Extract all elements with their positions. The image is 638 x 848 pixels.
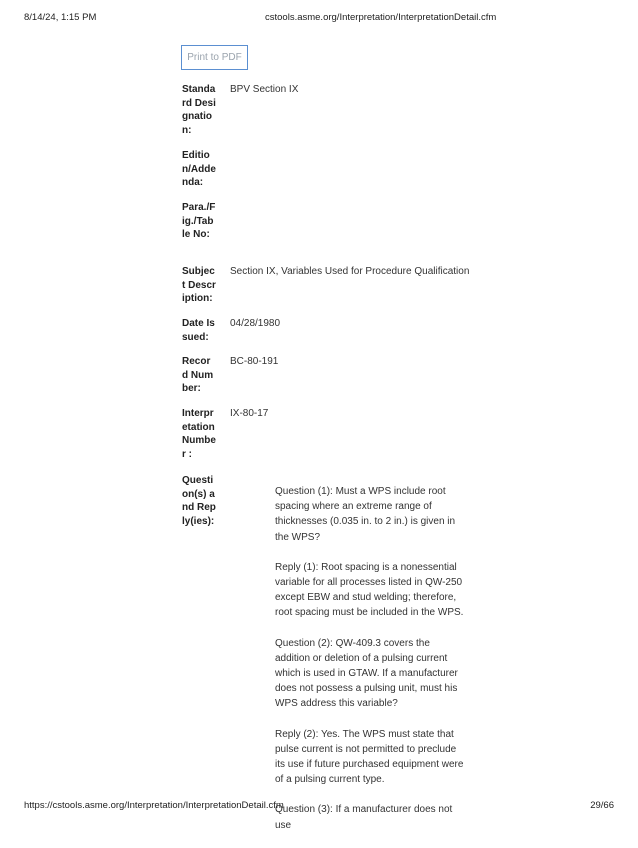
questions-replies-label: Question(s) and Reply(ies): [182, 475, 216, 527]
record-number-value: BC-80-191 [230, 356, 279, 367]
date-issued-label: Date Issued: [182, 318, 215, 343]
questions-replies-body [275, 484, 465, 848]
standard-designation-label: Standard Designation: [182, 84, 216, 136]
print-to-pdf-button[interactable]: Print to PDF [181, 45, 248, 70]
page-number: 29/66 [590, 800, 614, 811]
reply-1: Reply (1): Root spacing is a nonessential variable for all processes listed in QW-250 except EBW and stud welding; therefore, root spacing must be included in the WPS. [275, 561, 464, 619]
interpretation-number-value: IX-80-17 [230, 408, 269, 419]
question-1: Question (1): Must a WPS include root spacing where an extreme range of thicknesses (0.035 in. to 2 in.) is given in the WPS? [275, 486, 456, 543]
print-url: cstools.asme.org/Interpretation/InterpretationDetail.cfm [265, 12, 497, 23]
edition-addenda-label: Edition/Addenda: [182, 150, 216, 189]
standard-designation-value: BPV Section IX [230, 84, 299, 95]
date-issued-value: 04/28/1980 [230, 318, 281, 329]
reply-2: Reply (2): Yes. The WPS must state that pulse current is not permitted to preclude its use if future purchased equipment were of a pulsing current type. [275, 728, 464, 786]
footer-url: https://cstools.asme.org/Interpretation/InterpretationDetail.cfm [24, 800, 284, 811]
subject-description-label: Subject Description: [182, 266, 216, 305]
question-3: Question (3): If a manufacturer does not use [275, 804, 453, 831]
subject-description-value: Section IX, Variables Used for Procedure Qualification [230, 266, 470, 277]
interpretation-number-label: Interpretation Number : [182, 408, 216, 460]
record-number-label: Record Number: [182, 356, 214, 395]
print-datetime: 8/14/24, 1:15 PM [24, 12, 97, 23]
question-2: Question (2): QW-409.3 covers the addition or deletion of a pulsing current which is used in GTAW. If a manufacturer does not possess a pulsing unit, must his WPS address this variable? [275, 637, 458, 710]
para-fig-table-label: Para./Fig./Table No: [182, 202, 216, 241]
